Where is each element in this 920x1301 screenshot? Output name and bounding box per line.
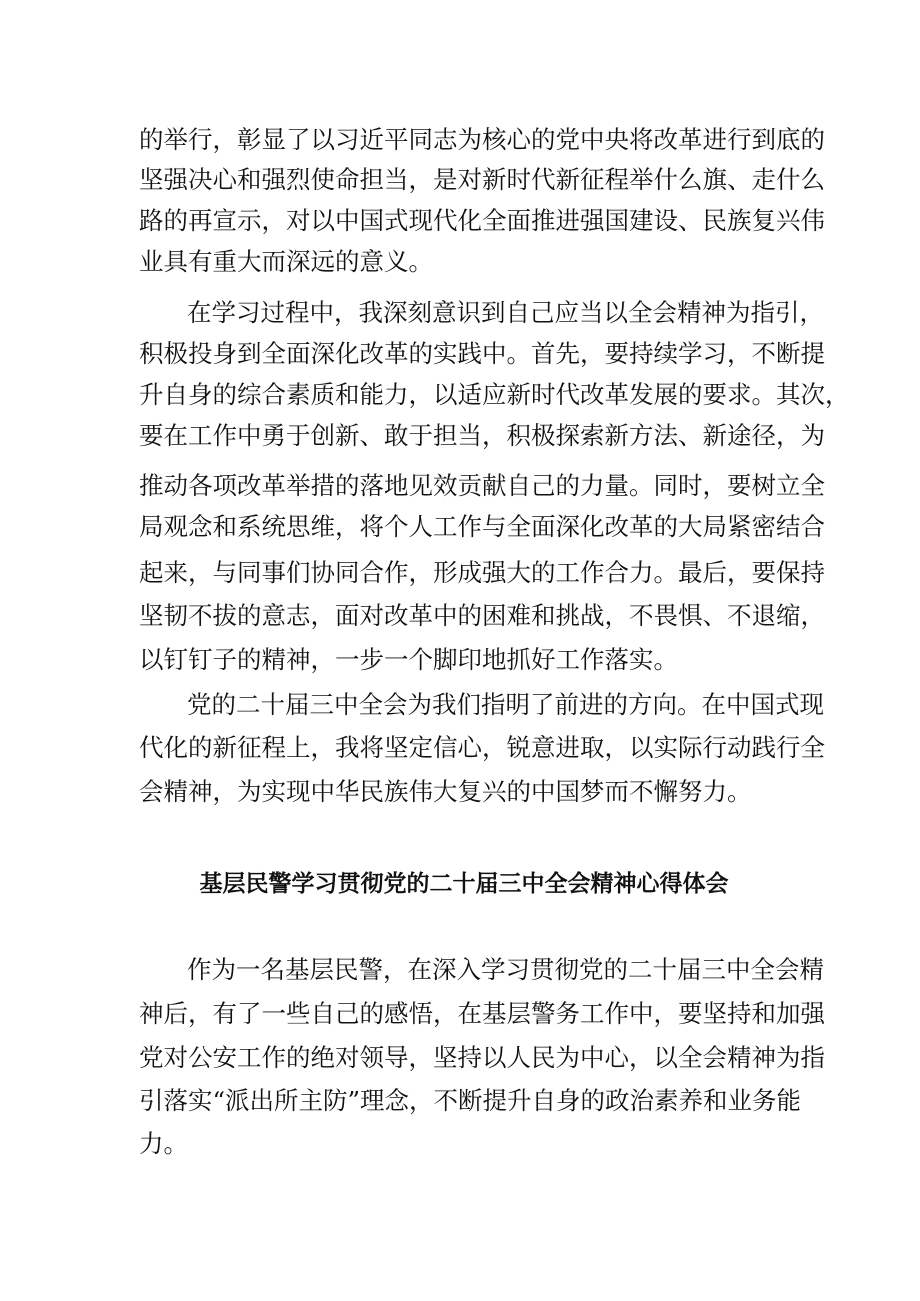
final-paragraph-line-4: 引落实“派出所主防”理念，不断提升自身的政治素养和业务能 — [139, 1086, 802, 1115]
paragraph-2-line-1: 在学习过程中，我深刻意识到自己应当以全会精神为指引， — [187, 298, 824, 327]
paragraph-2-line-6: 局观念和系统思维，将个人工作与全面深化改革的大局紧密结合 — [139, 512, 825, 541]
final-paragraph-line-2: 神后，有了一些自己的感悟，在基层警务工作中，要坚持和加强 — [139, 999, 825, 1028]
paragraph-2-line-4: 要在工作中勇于创新、敢于担当，积极探索新方法、新途径，为 — [139, 421, 825, 450]
paragraph-1-line-1: 的举行，彰显了以习近平同志为核心的党中央将改革进行到底的 — [139, 125, 825, 154]
final-paragraph-line-1: 作为一名基层民警，在深入学习贯彻党的二十届三中全会精 — [187, 955, 824, 984]
paragraph-2-line-2: 积极投身到全面深化改革的实践中。首先，要持续学习，不断提 — [139, 339, 825, 368]
paragraph-3-line-2: 代化的新征程上，我将坚定信心，锐意进取，以实际行动践行全 — [139, 733, 825, 762]
paragraph-1-line-3: 路的再宣示，对以中国式现代化全面推进强国建设、民族复兴伟 — [139, 206, 825, 235]
paragraph-3-line-1: 党的二十届三中全会为我们指明了前进的方向。在中国式现 — [187, 690, 824, 719]
final-paragraph-line-5: 力。 — [139, 1129, 188, 1158]
paragraph-3-line-3: 会精神，为实现中华民族伟大复兴的中国梦而不懈努力。 — [139, 777, 752, 806]
paragraph-2-line-7: 起来，与同事们协同合作，形成强大的工作合力。最后，要保持 — [139, 558, 825, 587]
final-paragraph-line-3: 党对公安工作的绝对领导，坚持以人民为中心，以全会精神为指 — [139, 1043, 825, 1072]
paragraph-1-line-4: 业具有重大而深远的意义。 — [139, 247, 433, 276]
paragraph-1-line-2: 坚强决心和强烈使命担当，是对新时代新征程举什么旗、走什么 — [139, 165, 825, 194]
paragraph-2-line-9: 以钉钉子的精神，一步一个脚印地抓好工作落实。 — [139, 645, 678, 674]
paragraph-2-line-3: 升自身的综合素质和能力，以适应新时代改革发展的要求。其次， — [139, 380, 850, 409]
paragraph-2-line-5: 推动各项改革举措的落地见效贡献自己的力量。同时，要树立全 — [139, 471, 825, 500]
paragraph-2-line-8: 坚韧不拔的意志，面对改革中的困难和挑战，不畏惧、不退缩， — [139, 601, 825, 630]
section-heading: 基层民警学习贯彻党的二十届三中全会精神心得体会 — [199, 871, 729, 897]
